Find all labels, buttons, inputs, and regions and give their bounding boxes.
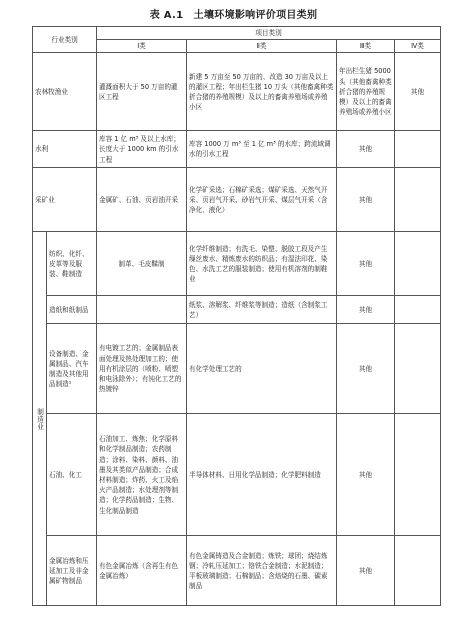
header-class-1: Ⅰ类 (97, 40, 187, 53)
header-class-4: Ⅳ类 (395, 40, 441, 53)
agriculture-class-2: 新建 5 万亩至 50 万亩的、改造 30 万亩及以上的灌区工程；年出栏生猪 10 万头（其他畜禽种类折合猪的养殖规模）及以上的畜禽养殖场或养殖小区 (187, 53, 337, 131)
header-project-category: 项目类别 (97, 27, 441, 40)
paper-class-2: 纸浆、溶解浆、纤维浆等制造；造纸（含制浆工艺） (187, 296, 337, 324)
project-category-table (32, 26, 441, 606)
subindustry-paper: 造纸和纸制品 (47, 296, 97, 324)
subindustry-textile: 纺织、化纤、皮革等及服装、鞋制造 (47, 232, 97, 296)
metal-class-2: 有色金属铸造及合金制造；炼铁；球团；烧结炼钢；冷轧压延加工；铬铁合金制造；水泥制造；平板玻璃制造；石棉制品；含焙烧的石墨、碳素制品 (187, 536, 337, 606)
header-row-1 (33, 27, 441, 40)
mining-class-3: 其他 (337, 168, 395, 232)
paper-class-1 (97, 296, 187, 324)
textile-class-3: 其他 (337, 232, 395, 296)
textile-class-4 (395, 232, 441, 296)
mining-class-1: 金属矿、石油、页岩油开采 (97, 168, 187, 232)
petro-class-2: 半导体材料、日用化学品制造；化学肥料制造 (187, 414, 337, 536)
industry-agriculture: 农林牧渔业 (33, 53, 97, 131)
subindustry-metal: 金属冶炼和压延加工及非金属矿物制品 (47, 536, 97, 606)
equipment-class-3: 其他 (337, 324, 395, 414)
table-title: 表 A.1 土壤环境影响评价项目类别 (149, 10, 318, 21)
petro-class-3: 其他 (337, 414, 395, 536)
industry-mining: 采矿业 (33, 168, 97, 232)
header-class-3: Ⅲ类 (337, 40, 395, 53)
metal-class-1: 有色金属冶炼（含再生有色金属冶炼） (97, 536, 187, 606)
subindustry-equipment: 设备制造、金属制品、汽车制造及其他用品制造¹ (47, 324, 97, 414)
row-agriculture (33, 53, 441, 131)
water-class-2: 库容 1000 万 m³ 至 1 亿 m³ 的水库；跨流域调水的引水工程 (187, 131, 337, 168)
water-class-4 (395, 131, 441, 168)
header-industry: 行业类别 (33, 27, 97, 53)
textile-class-2: 化学纤维制造；有洗毛、染整、脱胶工段及产生缫丝废水、精炼废水的纺织品；有湿法印花、染色、水洗工艺的服装制造；使用有机溶剂的制鞋业 (187, 232, 337, 296)
row-petro (33, 414, 441, 536)
equipment-class-2: 有化学处理工艺的 (187, 324, 337, 414)
water-class-3: 其他 (337, 131, 395, 168)
industry-water: 水利 (33, 131, 97, 168)
row-equipment (33, 324, 441, 414)
mining-class-2: 化学矿采选；石棉矿采选；煤矿采选、天然气开采、页岩气开采、砂岩气开采、煤层气开采（含净化、液化） (187, 168, 337, 232)
row-paper (33, 296, 441, 324)
petro-class-4 (395, 414, 441, 536)
subindustry-petro: 石油、化工 (47, 414, 97, 536)
agriculture-class-3: 年出栏生猪 5000 头（其他畜禽种类折合猪的养殖规模）及以上的畜禽养殖场或养殖小区 (337, 53, 395, 131)
row-water (33, 131, 441, 168)
equipment-class-1: 有电镀工艺的；金属制品表面处理及热处理加工的；使用有机涂层的（喷粉、喷塑和电泳除外）；有钝化工艺的热镀锌 (97, 324, 187, 414)
petro-class-1: 石油加工、炼焦；化学原料和化学制品制造；农药制造；涂料、染料、颜料、油墨及其类似产品制造；合成材料制造；炸药、火工及焰火产品制造；水处理剂等制造；化学药品制造；生物、生化制品制造 (97, 414, 187, 536)
header-class-2: Ⅱ类 (187, 40, 337, 53)
row-mining (33, 168, 441, 232)
paper-class-3: 其他 (337, 296, 395, 324)
agriculture-class-4: 其他 (395, 53, 441, 131)
agriculture-class-1: 灌溉面积大于 50 万亩的灌区工程 (97, 53, 187, 131)
mining-class-4 (395, 168, 441, 232)
metal-class-4 (395, 536, 441, 606)
metal-class-3: 其他 (337, 536, 395, 606)
row-metal (33, 536, 441, 606)
paper-class-4 (395, 296, 441, 324)
industry-manufacturing: 制造业 (33, 232, 47, 606)
row-textile (33, 232, 441, 296)
textile-class-1: 制革、毛皮鞣制 (97, 232, 187, 296)
water-class-1: 库容 1 亿 m³ 及以上水库；长度大于 1000 km 的引水工程 (97, 131, 187, 168)
equipment-class-4 (395, 324, 441, 414)
